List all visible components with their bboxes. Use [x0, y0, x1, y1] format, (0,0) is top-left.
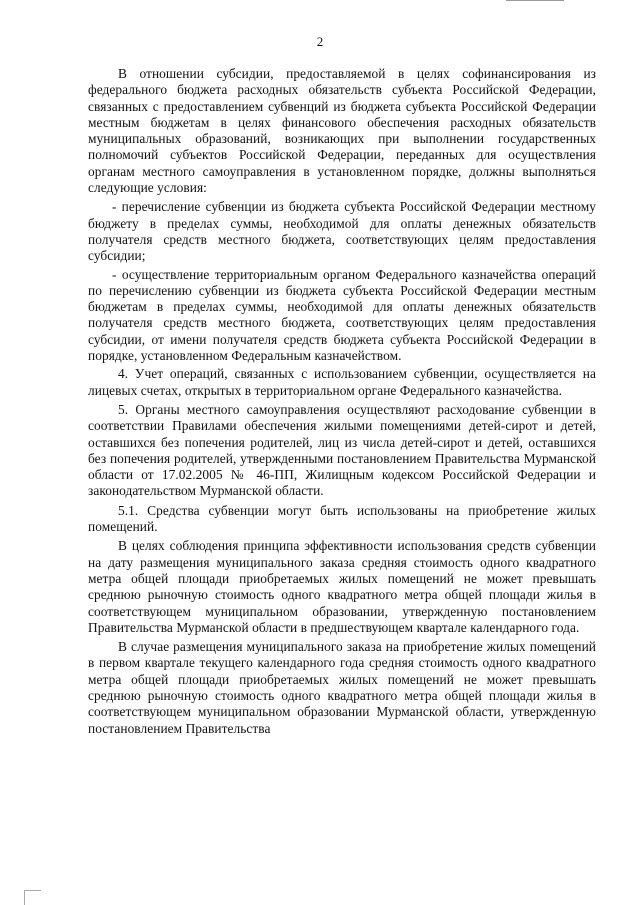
- paragraph-5-1-housing: 5.1. Средства субвенции могут быть использованы на приобретение жилых помещений.: [88, 502, 596, 535]
- scan-edge-mark: [506, 0, 564, 4]
- list-item-transfer-subvention: - перечисление субвенции из бюджета субъекта Российской Федерации местному бюджету в пределах суммы, необходимой для оплаты денежных обязательств получателя средств местного бюджета, соответствующих целям предоставления субсидии;: [88, 199, 596, 264]
- paragraph-4-accounting: 4. Учет операций, связанных с использованием субвенции, осуществляется на лицевых счетах, открытых в территориальном органе Федерального казначейства.: [88, 366, 596, 398]
- paragraph-efficiency: В целях соблюдения принципа эффективности использования средств субвенции на дату размещения муниципального заказа средняя стоимость одного квадратного метра общей площади приобретаемых жилых помещений не может превышать среднюю рыночную стоимость одного квадратного метра общей площади жилья в соответствующем муниципальном образовании, утвержденную постановлением Правительства Мурманской области в предшествующем квартале календарного года.: [88, 538, 596, 635]
- page-number: 2: [316, 34, 324, 49]
- list-item-treasury-operations: - осуществление территориальным органом Федерального казначейства операций по перечислению субвенции из бюджета субъекта Российской Федерации местным бюджетам в пределах суммы, необходимой для оплаты денежных обязательств получателя средств местного бюджета, соответствующих целям предоставления субсидии, от имени получателя средств бюджета субъекта Российской Федерации в порядке, установленном Федеральным казначейством.: [88, 266, 596, 364]
- paragraph-first-quarter: В случае размещения муниципального заказа на приобретение жилых помещений в первом квартале текущего календарного года средняя стоимость одного квадратного метра общей площади приобретаемых жилых помещений не может превышать среднюю рыночную стоимость одного квадратного метра общей площади жилья в соответствующем муниципальном образовании Мурманской области, утвержденную постановлением Правительства: [88, 639, 596, 736]
- paragraph-subsidy-conditions: В отношении субсидии, предоставляемой в целях софинансирования из федерального бюджета расходных обязательств субъекта Российской Федерации, связанных с предоставлением субвенций из бюджета субъекта Российской Федерации местным бюджетам в целях финансового обеспечения расходных обязательств муниципальных образований, возникающих при выполнении государственных полномочий субъектов Российской Федерации, переданных для осуществления органам местного самоуправления в установленном порядке, должны выполняться следующие условия:: [88, 66, 596, 196]
- scan-corner-mark: [24, 890, 41, 905]
- document-body: [88, 66, 596, 740]
- paragraph-5-spending: 5. Органы местного самоуправления осуществляют расходование субвенции в соответствии Правилами обеспечения жилыми помещениями детей-сирот и детей, оставшихся без попечения родителей, лиц из числа детей-сирот и детей, оставшихся без попечения родителей, утвержденными постановлением Правительства Мурманской области от 17.02.2005 № 46-ПП, Жилищным кодексом Российской Федерации и законодательством Мурманской области.: [88, 401, 596, 499]
